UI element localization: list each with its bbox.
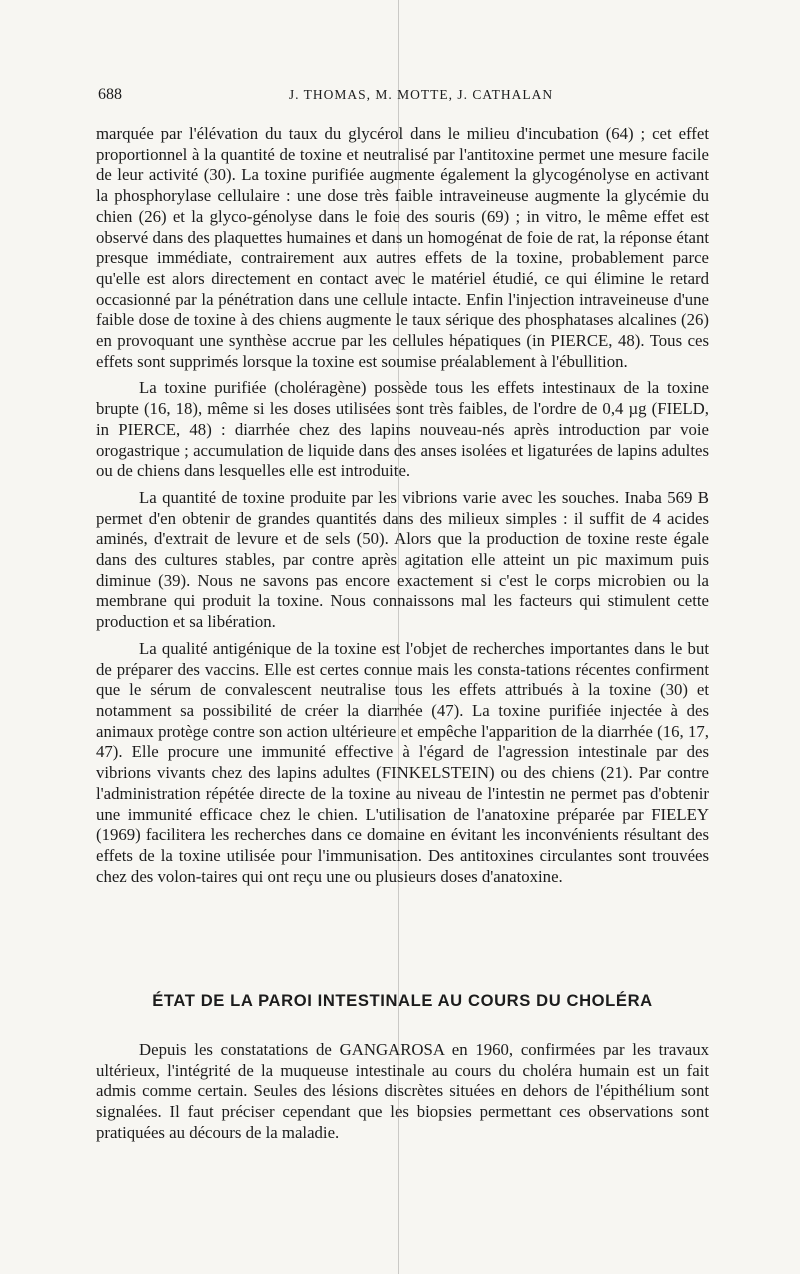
section-body: [96, 1040, 709, 1144]
page-number: 688: [98, 86, 122, 103]
body-text: [96, 124, 709, 887]
paragraph-toxin-production: La quantité de toxine produite par les vibrions varie avec les souches. Inaba 569 B permet d'en obtenir de grandes quantités dans des milieux simples : il suffit de 4 acides aminés, d'extrait de levure et de sels (50). Alors que la production de toxine reste égale dans des cultures stables, par contre après agitation elle atteint un pic maximum puis diminue (39). Nous ne savons pas encore exactement si c'est le corps microbien ou la membrane qui produit la toxine. Nous connaissons mal les facteurs qui stimulent cette production et sa libération.: [96, 487, 709, 632]
paragraph-antigenic-quality: La qualité antigénique de la toxine est l'objet de recherches importantes dans le but de préparer des vaccins. Elle est certes connue mais les consta-tations récentes confirment que le sérum de convalescent neutralise tous les effets attribués à la toxine (30) et notamment sa possibilité de créer la diarrhée (47). La toxine purifiée injectée à des animaux protège contre son action ultérieure et empêche l'apparition de la diarrhée (16, 17, 47). Elle procure une immunité effective à l'égard de l'agression intestinale par des vibrions vivants chez des lapins adultes (FINKELSTEIN) ou des chiens (21). Par contre l'administration répétée directe de la toxine au niveau de l'intestin ne permet pas d'obtenir une immunité efficace chez le chien. L'utilisation de l'anatoxine préparée par FIELEY (1969) facilitera les recherches dans ce domaine en évitant les inconvénients résultant des effets de la toxine utilisée pour l'immunisation. Des antitoxines circulantes sont trouvées chez des volon-taires qui ont reçu une ou plusieurs doses d'anatoxine.: [96, 638, 709, 886]
paragraph-intestinal-wall: Depuis les constatations de GANGAROSA en 1960, confirmées par les travaux ultérieux, l'intégrité de la muqueuse intestinale au cours du choléra humain est un fait admis comme certain. Seules des lésions discrètes situées en dehors de l'épithélium sont signalées. Il faut préciser cependant que les biopsies permettant ces observations sont pratiquées au décours de la maladie.: [96, 1040, 709, 1142]
section-heading: ÉTAT DE LA PAROI INTESTINALE AU COURS DU CHOLÉRA: [152, 991, 653, 1010]
paragraph-glycogenolysis: marquée par l'élévation du taux du glycérol dans le milieu d'incubation (64) ; cet effet proportionnel à la quantité de toxine et neutralisé par l'antitoxine permet une mesure facile de leur activité (30). La toxine purifiée augmente également la glycogénolyse en activant la phosphorylase cellulaire : une dose très faible intraveineuse augmente la glycémie du chien (26) et la glyco-génolyse dans le foie des souris (69) ; in vitro, le même effet est observé dans des plaquettes humaines et dans un homogénat de foie de rat, la réponse étant presque immédiate, contrairement aux autres effets de la toxine, probablement parce qu'elle est alors directement en contact avec le matériel étudié, ce qui élimine le retard occasionné par la pénétration dans une cellule intacte. Enfin l'injection intraveineuse d'une faible dose de toxine à des chiens augmente le taux sérique des phosphatases alcalines (26) en provoquant une synthèse accrue par les cellules hépatiques (in PIERCE, 48). Tous ces effets sont supprimés lorsque la toxine est soumise préalablement à l'ébullition.: [96, 124, 709, 371]
page-header: [96, 86, 706, 112]
running-head: J. THOMAS, M. MOTTE, J. CATHALAN: [288, 87, 554, 102]
paragraph-intestinal-effects: La toxine purifiée (choléragène) possède tous les effets intestinaux de la toxine brupte (16, 18), même si les doses utilisées sont très faibles, de l'ordre de 0,4 µg (FIELD, in PIERCE, 48) : diarrhée chez des lapins nouveau-nés après introduction par voie orogastrique ; accumulation de liquide dans des anses isolées et ligaturées de lapins adultes ou de chiens dans lesquelles elle est introduite.: [96, 378, 709, 481]
